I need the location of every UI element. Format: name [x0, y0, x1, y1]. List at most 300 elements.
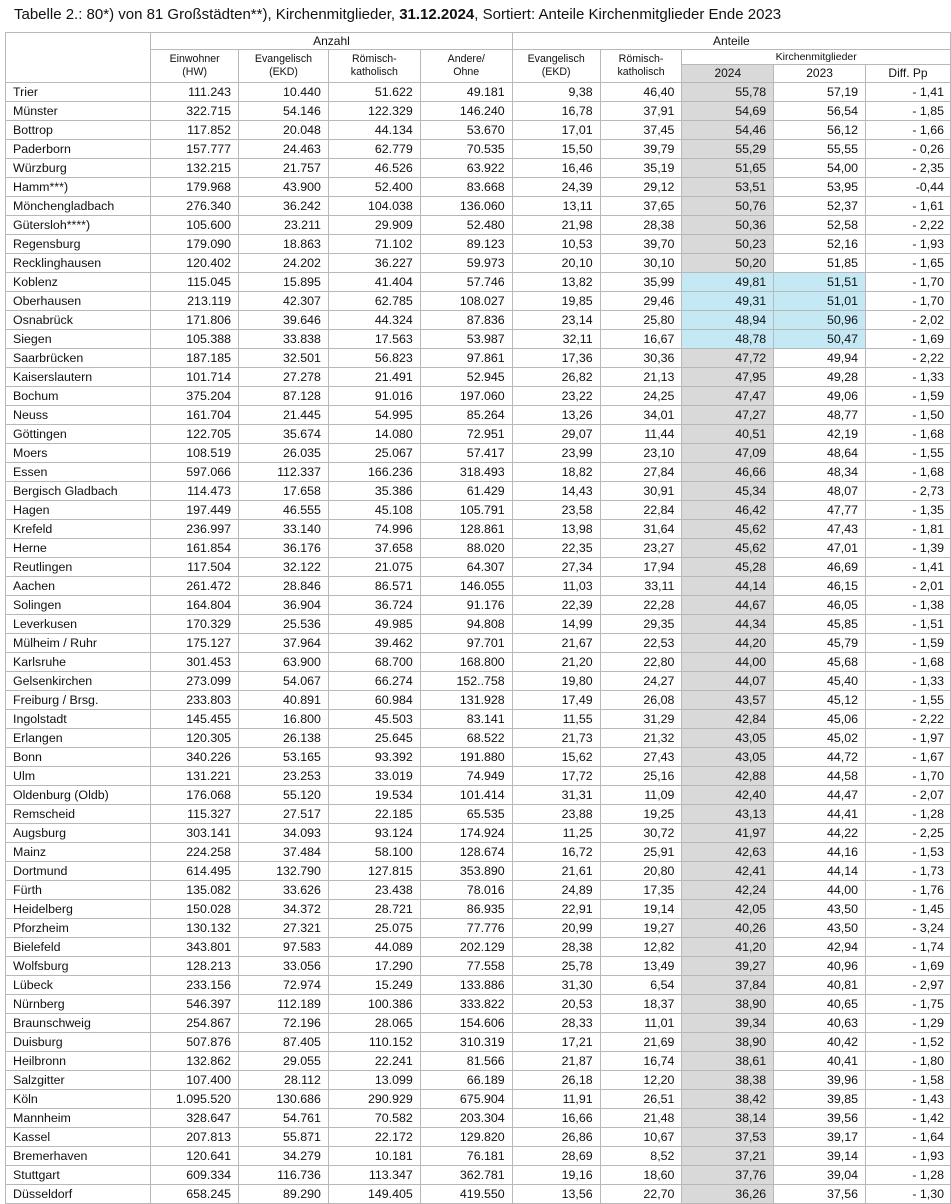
cell-diff-pp: - 1,45 [865, 900, 950, 919]
cell-anteil-katholisch: 39,79 [600, 140, 682, 159]
cell-katholisch: 54.995 [328, 406, 420, 425]
cell-city: Herne [6, 539, 151, 558]
cell-anteil-2023: 47,01 [774, 539, 866, 558]
cell-anteil-evangelisch: 22,39 [512, 596, 600, 615]
cell-anteil-2023: 45,40 [774, 672, 866, 691]
cell-andere: 63.922 [420, 159, 512, 178]
cell-anteil-evangelisch: 32,11 [512, 330, 600, 349]
table-row [6, 349, 951, 368]
cell-evangelisch: 20.048 [239, 121, 329, 140]
cell-evangelisch: 36.904 [239, 596, 329, 615]
cell-andere: 74.949 [420, 767, 512, 786]
table-row [6, 216, 951, 235]
table-row [6, 767, 951, 786]
cell-anteil-evangelisch: 21,61 [512, 862, 600, 881]
cell-anteil-evangelisch: 23,88 [512, 805, 600, 824]
table-row [6, 140, 951, 159]
cell-anteil-evangelisch: 17,72 [512, 767, 600, 786]
cell-evangelisch: 26.138 [239, 729, 329, 748]
table-row [6, 1109, 951, 1128]
cell-diff-pp: - 1,28 [865, 1166, 950, 1185]
table-row [6, 748, 951, 767]
cell-anteil-2023: 56,54 [774, 102, 866, 121]
table-row [6, 102, 951, 121]
cell-einwohner: 170.329 [151, 615, 239, 634]
cell-einwohner: 120.402 [151, 254, 239, 273]
cell-anteil-katholisch: 37,91 [600, 102, 682, 121]
cell-anteil-2023: 40,41 [774, 1052, 866, 1071]
cell-anteil-evangelisch: 16,78 [512, 102, 600, 121]
cell-einwohner: 117.504 [151, 558, 239, 577]
church-members-table [5, 32, 951, 1204]
cell-katholisch: 149.405 [328, 1185, 420, 1204]
cell-diff-pp: - 1,66 [865, 121, 950, 140]
table-row [6, 900, 951, 919]
cell-anteil-evangelisch: 21,20 [512, 653, 600, 672]
cell-diff-pp: - 1,30 [865, 1185, 950, 1204]
cell-anteil-evangelisch: 16,72 [512, 843, 600, 862]
cell-anteil-katholisch: 25,91 [600, 843, 682, 862]
cell-einwohner: 236.997 [151, 520, 239, 539]
cell-anteil-evangelisch: 26,82 [512, 368, 600, 387]
cell-diff-pp: - 1,35 [865, 501, 950, 520]
cell-anteil-2024: 46,66 [682, 463, 774, 482]
cell-katholisch: 93.124 [328, 824, 420, 843]
cell-anteil-2023: 48,07 [774, 482, 866, 501]
cell-diff-pp: - 1,69 [865, 957, 950, 976]
table-row [6, 1147, 951, 1166]
cell-diff-pp: - 1,52 [865, 1033, 950, 1052]
cell-anteil-katholisch: 19,25 [600, 805, 682, 824]
cell-evangelisch: 54.146 [239, 102, 329, 121]
cell-anteil-2024: 44,14 [682, 577, 774, 596]
table-row [6, 976, 951, 995]
cell-andere: 70.535 [420, 140, 512, 159]
cell-city: Aachen [6, 577, 151, 596]
cell-anteil-katholisch: 19,14 [600, 900, 682, 919]
cell-anteil-evangelisch: 19,85 [512, 292, 600, 311]
cell-evangelisch: 10.440 [239, 83, 329, 102]
cell-anteil-2024: 50,20 [682, 254, 774, 273]
table-row [6, 311, 951, 330]
cell-anteil-katholisch: 29,46 [600, 292, 682, 311]
cell-diff-pp: - 1,81 [865, 520, 950, 539]
cell-anteil-2024: 46,42 [682, 501, 774, 520]
cell-anteil-2024: 36,26 [682, 1185, 774, 1204]
cell-anteil-evangelisch: 31,31 [512, 786, 600, 805]
header-einwohner: Einwohner (HW) [151, 50, 239, 83]
cell-andere: 61.429 [420, 482, 512, 501]
cell-anteil-2023: 48,34 [774, 463, 866, 482]
table-row [6, 273, 951, 292]
cell-katholisch: 22.172 [328, 1128, 420, 1147]
cell-anteil-evangelisch: 23,99 [512, 444, 600, 463]
cell-anteil-katholisch: 16,67 [600, 330, 682, 349]
cell-evangelisch: 97.583 [239, 938, 329, 957]
cell-evangelisch: 116.736 [239, 1166, 329, 1185]
cell-andere: 197.060 [420, 387, 512, 406]
cell-andere: 88.020 [420, 539, 512, 558]
cell-anteil-evangelisch: 31,30 [512, 976, 600, 995]
cell-anteil-katholisch: 23,10 [600, 444, 682, 463]
cell-anteil-katholisch: 17,94 [600, 558, 682, 577]
cell-einwohner: 108.519 [151, 444, 239, 463]
cell-anteil-evangelisch: 28,38 [512, 938, 600, 957]
cell-anteil-katholisch: 37,45 [600, 121, 682, 140]
cell-diff-pp: - 2,02 [865, 311, 950, 330]
cell-andere: 72.951 [420, 425, 512, 444]
table-row [6, 1166, 951, 1185]
cell-anteil-2023: 39,04 [774, 1166, 866, 1185]
cell-einwohner: 224.258 [151, 843, 239, 862]
cell-city: Augsburg [6, 824, 151, 843]
cell-einwohner: 179.090 [151, 235, 239, 254]
cell-anteil-2024: 43,05 [682, 729, 774, 748]
cell-anteil-evangelisch: 19,80 [512, 672, 600, 691]
cell-city: Saarbrücken [6, 349, 151, 368]
cell-katholisch: 51.622 [328, 83, 420, 102]
cell-einwohner: 597.066 [151, 463, 239, 482]
cell-evangelisch: 87.405 [239, 1033, 329, 1052]
cell-diff-pp: - 1,70 [865, 292, 950, 311]
cell-diff-pp: - 1,50 [865, 406, 950, 425]
cell-diff-pp: - 1,93 [865, 1147, 950, 1166]
cell-katholisch: 44.324 [328, 311, 420, 330]
cell-einwohner: 145.455 [151, 710, 239, 729]
cell-anteil-2023: 39,17 [774, 1128, 866, 1147]
cell-anteil-evangelisch: 23,22 [512, 387, 600, 406]
cell-katholisch: 10.181 [328, 1147, 420, 1166]
cell-einwohner: 157.777 [151, 140, 239, 159]
cell-city: Gütersloh****) [6, 216, 151, 235]
cell-anteil-2024: 54,69 [682, 102, 774, 121]
cell-evangelisch: 112.189 [239, 995, 329, 1014]
table-row [6, 1014, 951, 1033]
cell-einwohner: 130.132 [151, 919, 239, 938]
cell-anteil-2023: 43,50 [774, 900, 866, 919]
cell-einwohner: 171.806 [151, 311, 239, 330]
cell-einwohner: 658.245 [151, 1185, 239, 1204]
cell-city: Erlangen [6, 729, 151, 748]
cell-anteil-2024: 47,09 [682, 444, 774, 463]
cell-diff-pp: - 1,73 [865, 862, 950, 881]
cell-anteil-katholisch: 26,51 [600, 1090, 682, 1109]
table-row [6, 235, 951, 254]
cell-einwohner: 150.028 [151, 900, 239, 919]
cell-evangelisch: 18.863 [239, 235, 329, 254]
cell-andere: 59.973 [420, 254, 512, 273]
cell-anteil-2023: 40,63 [774, 1014, 866, 1033]
table-row [6, 1128, 951, 1147]
cell-katholisch: 93.392 [328, 748, 420, 767]
cell-anteil-katholisch: 27,43 [600, 748, 682, 767]
cell-einwohner: 343.801 [151, 938, 239, 957]
cell-katholisch: 46.526 [328, 159, 420, 178]
cell-andere: 52.480 [420, 216, 512, 235]
cell-katholisch: 21.491 [328, 368, 420, 387]
table-row [6, 1052, 951, 1071]
cell-evangelisch: 27.321 [239, 919, 329, 938]
cell-anteil-evangelisch: 15,62 [512, 748, 600, 767]
cell-evangelisch: 27.278 [239, 368, 329, 387]
cell-einwohner: 161.854 [151, 539, 239, 558]
cell-katholisch: 29.909 [328, 216, 420, 235]
table-row [6, 957, 951, 976]
cell-anteil-2023: 44,58 [774, 767, 866, 786]
cell-anteil-2023: 44,72 [774, 748, 866, 767]
cell-anteil-katholisch: 22,28 [600, 596, 682, 615]
cell-katholisch: 58.100 [328, 843, 420, 862]
cell-anteil-2023: 54,00 [774, 159, 866, 178]
cell-anteil-evangelisch: 9,38 [512, 83, 600, 102]
cell-evangelisch: 46.555 [239, 501, 329, 520]
cell-anteil-2023: 47,77 [774, 501, 866, 520]
cell-anteil-2023: 43,50 [774, 919, 866, 938]
cell-anteil-2023: 52,37 [774, 197, 866, 216]
cell-anteil-evangelisch: 10,53 [512, 235, 600, 254]
cell-katholisch: 100.386 [328, 995, 420, 1014]
cell-diff-pp: - 1,53 [865, 843, 950, 862]
table-row [6, 387, 951, 406]
cell-katholisch: 74.996 [328, 520, 420, 539]
cell-anteil-2024: 44,07 [682, 672, 774, 691]
title-suffix: , Sortiert: Anteile Kirchenmitglieder Ende 2023 [474, 6, 782, 23]
cell-katholisch: 25.075 [328, 919, 420, 938]
table-row [6, 330, 951, 349]
cell-evangelisch: 32.501 [239, 349, 329, 368]
cell-anteil-katholisch: 22,84 [600, 501, 682, 520]
cell-anteil-2023: 49,06 [774, 387, 866, 406]
cell-katholisch: 110.152 [328, 1033, 420, 1052]
table-row [6, 83, 951, 102]
cell-andere: 154.606 [420, 1014, 512, 1033]
cell-anteil-2024: 38,61 [682, 1052, 774, 1071]
cell-anteil-2023: 44,00 [774, 881, 866, 900]
cell-anteil-katholisch: 22,53 [600, 634, 682, 653]
cell-anteil-2023: 44,16 [774, 843, 866, 862]
table-row [6, 501, 951, 520]
cell-anteil-2024: 42,63 [682, 843, 774, 862]
cell-anteil-katholisch: 25,16 [600, 767, 682, 786]
cell-diff-pp: - 1,93 [865, 235, 950, 254]
cell-evangelisch: 23.211 [239, 216, 329, 235]
cell-katholisch: 91.016 [328, 387, 420, 406]
cell-einwohner: 115.327 [151, 805, 239, 824]
cell-anteil-2023: 52,58 [774, 216, 866, 235]
cell-anteil-katholisch: 11,44 [600, 425, 682, 444]
title-prefix: Tabelle 2.: 80*) von 81 Großstädten**), Kirchenmitglieder, [14, 6, 400, 23]
cell-andere: 333.822 [420, 995, 512, 1014]
cell-andere: 202.129 [420, 938, 512, 957]
cell-anteil-katholisch: 22,70 [600, 1185, 682, 1204]
cell-evangelisch: 33.838 [239, 330, 329, 349]
cell-evangelisch: 15.895 [239, 273, 329, 292]
cell-andere: 97.861 [420, 349, 512, 368]
cell-city: Pforzheim [6, 919, 151, 938]
cell-andere: 66.189 [420, 1071, 512, 1090]
cell-katholisch: 52.400 [328, 178, 420, 197]
cell-diff-pp: - 1,39 [865, 539, 950, 558]
cell-andere: 310.319 [420, 1033, 512, 1052]
cell-einwohner: 128.213 [151, 957, 239, 976]
cell-anteil-katholisch: 31,64 [600, 520, 682, 539]
cell-katholisch: 36.724 [328, 596, 420, 615]
cell-anteil-katholisch: 24,27 [600, 672, 682, 691]
cell-city: Mülheim / Ruhr [6, 634, 151, 653]
cell-anteil-2024: 37,53 [682, 1128, 774, 1147]
cell-city: Bielefeld [6, 938, 151, 957]
cell-evangelisch: 53.165 [239, 748, 329, 767]
cell-einwohner: 375.204 [151, 387, 239, 406]
cell-einwohner: 105.388 [151, 330, 239, 349]
cell-anteil-2024: 51,65 [682, 159, 774, 178]
cell-anteil-evangelisch: 21,98 [512, 216, 600, 235]
cell-anteil-katholisch: 21,13 [600, 368, 682, 387]
cell-diff-pp: - 1,59 [865, 634, 950, 653]
cell-andere: 97.701 [420, 634, 512, 653]
cell-katholisch: 127.815 [328, 862, 420, 881]
cell-anteil-2024: 37,21 [682, 1147, 774, 1166]
cell-anteil-2023: 39,96 [774, 1071, 866, 1090]
cell-einwohner: 131.221 [151, 767, 239, 786]
cell-anteil-evangelisch: 25,78 [512, 957, 600, 976]
cell-anteil-2024: 38,14 [682, 1109, 774, 1128]
cell-evangelisch: 40.891 [239, 691, 329, 710]
cell-anteil-evangelisch: 16,66 [512, 1109, 600, 1128]
header-andere: Andere/ Ohne [420, 50, 512, 83]
cell-anteil-2023: 39,14 [774, 1147, 866, 1166]
cell-katholisch: 49.985 [328, 615, 420, 634]
cell-andere: 128.861 [420, 520, 512, 539]
table-row [6, 539, 951, 558]
cell-anteil-2024: 47,27 [682, 406, 774, 425]
header-kirchenmitglieder: Kirchenmitglieder [682, 50, 951, 65]
cell-city: Regensburg [6, 235, 151, 254]
cell-anteil-2024: 42,05 [682, 900, 774, 919]
cell-anteil-2023: 40,96 [774, 957, 866, 976]
cell-anteil-2023: 45,85 [774, 615, 866, 634]
cell-katholisch: 22.185 [328, 805, 420, 824]
cell-anteil-katholisch: 12,82 [600, 938, 682, 957]
cell-anteil-2023: 44,22 [774, 824, 866, 843]
cell-einwohner: 120.305 [151, 729, 239, 748]
cell-evangelisch: 24.202 [239, 254, 329, 273]
cell-andere: 174.924 [420, 824, 512, 843]
cell-anteil-katholisch: 39,70 [600, 235, 682, 254]
cell-evangelisch: 112.337 [239, 463, 329, 482]
cell-katholisch: 166.236 [328, 463, 420, 482]
cell-anteil-katholisch: 27,84 [600, 463, 682, 482]
cell-city: Leverkusen [6, 615, 151, 634]
cell-katholisch: 70.582 [328, 1109, 420, 1128]
cell-diff-pp: - 1,68 [865, 425, 950, 444]
cell-anteil-2024: 39,27 [682, 957, 774, 976]
cell-katholisch: 17.563 [328, 330, 420, 349]
cell-andere: 57.417 [420, 444, 512, 463]
cell-katholisch: 45.503 [328, 710, 420, 729]
cell-anteil-2024: 50,36 [682, 216, 774, 235]
cell-einwohner: 105.600 [151, 216, 239, 235]
cell-anteil-evangelisch: 21,87 [512, 1052, 600, 1071]
cell-anteil-katholisch: 28,38 [600, 216, 682, 235]
cell-anteil-evangelisch: 20,99 [512, 919, 600, 938]
cell-evangelisch: 21.445 [239, 406, 329, 425]
cell-evangelisch: 43.900 [239, 178, 329, 197]
cell-anteil-katholisch: 30,72 [600, 824, 682, 843]
cell-anteil-evangelisch: 22,91 [512, 900, 600, 919]
cell-einwohner: 132.215 [151, 159, 239, 178]
cell-katholisch: 28.721 [328, 900, 420, 919]
cell-anteil-2024: 50,23 [682, 235, 774, 254]
cell-anteil-2023: 45,06 [774, 710, 866, 729]
cell-anteil-katholisch: 35,99 [600, 273, 682, 292]
cell-andere: 203.304 [420, 1109, 512, 1128]
cell-katholisch: 13.099 [328, 1071, 420, 1090]
cell-anteil-katholisch: 13,49 [600, 957, 682, 976]
cell-city: Moers [6, 444, 151, 463]
cell-einwohner: 120.641 [151, 1147, 239, 1166]
cell-diff-pp: - 1,69 [865, 330, 950, 349]
cell-evangelisch: 37.484 [239, 843, 329, 862]
cell-city: Krefeld [6, 520, 151, 539]
table-row [6, 843, 951, 862]
cell-evangelisch: 24.463 [239, 140, 329, 159]
cell-einwohner: 254.867 [151, 1014, 239, 1033]
cell-diff-pp: - 1,85 [865, 102, 950, 121]
cell-andere: 53.670 [420, 121, 512, 140]
cell-anteil-katholisch: 35,19 [600, 159, 682, 178]
cell-anteil-katholisch: 46,40 [600, 83, 682, 102]
cell-anteil-2023: 40,81 [774, 976, 866, 995]
table-row [6, 672, 951, 691]
cell-einwohner: 507.876 [151, 1033, 239, 1052]
header-evangelisch: Evangelisch (EKD) [239, 50, 329, 83]
cell-anteil-2023: 44,47 [774, 786, 866, 805]
table-row [6, 824, 951, 843]
cell-evangelisch: 55.120 [239, 786, 329, 805]
cell-evangelisch: 33.140 [239, 520, 329, 539]
cell-einwohner: 114.473 [151, 482, 239, 501]
cell-city: Köln [6, 1090, 151, 1109]
cell-evangelisch: 23.253 [239, 767, 329, 786]
cell-andere: 89.123 [420, 235, 512, 254]
cell-evangelisch: 89.290 [239, 1185, 329, 1204]
cell-anteil-2024: 44,20 [682, 634, 774, 653]
cell-diff-pp: - 2,22 [865, 216, 950, 235]
cell-city: Koblenz [6, 273, 151, 292]
cell-city: Paderborn [6, 140, 151, 159]
cell-evangelisch: 28.112 [239, 1071, 329, 1090]
cell-anteil-katholisch: 18,60 [600, 1166, 682, 1185]
header-katholisch: Römisch-katholisch [328, 50, 420, 83]
cell-anteil-2024: 41,20 [682, 938, 774, 957]
cell-einwohner: 328.647 [151, 1109, 239, 1128]
cell-city: Stuttgart [6, 1166, 151, 1185]
cell-diff-pp: - 1,80 [865, 1052, 950, 1071]
cell-katholisch: 45.108 [328, 501, 420, 520]
cell-anteil-2023: 48,77 [774, 406, 866, 425]
cell-andere: 83.141 [420, 710, 512, 729]
cell-anteil-2023: 57,19 [774, 83, 866, 102]
cell-katholisch: 290.929 [328, 1090, 420, 1109]
table-row [6, 653, 951, 672]
cell-city: Recklinghausen [6, 254, 151, 273]
cell-anteil-2024: 49,81 [682, 273, 774, 292]
cell-anteil-2023: 40,42 [774, 1033, 866, 1052]
cell-city: Lübeck [6, 976, 151, 995]
cell-city: Mannheim [6, 1109, 151, 1128]
cell-katholisch: 62.779 [328, 140, 420, 159]
